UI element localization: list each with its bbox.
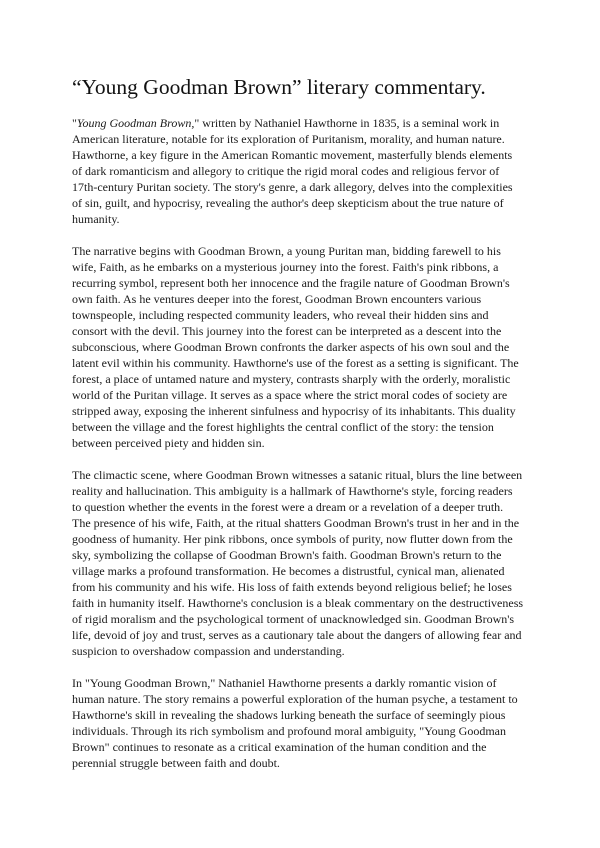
text-line: subconscious, where Goodman Brown confronts the darker aspects of his own soul and the — [72, 340, 510, 354]
text-line: faith in humanity itself. Hawthorne's conclusion is a bleak commentary on the destructiveness — [72, 596, 524, 610]
text-line: Hawthorne, a key figure in the American Romantic movement, masterfully blends elements — [72, 148, 513, 162]
text-line: recurring symbol, represent both her innocence and the fragile nature of Goodman Brown's — [72, 276, 510, 290]
document-title: “Young Goodman Brown” literary commentary. — [72, 75, 486, 99]
text-line: Brown" continues to resonate as a critical examination of the human condition and the — [72, 740, 487, 754]
text-line: of sin, guilt, and hypocrisy, revealing the author's deep skepticism about the true nature of — [72, 196, 504, 210]
text-line: from his community and his wife. His loss of faith extends beyond religious belief; he loses — [72, 580, 512, 594]
text-line: goodness of humanity. Her pink ribbons, once symbols of purity, now flutter down from the — [72, 532, 513, 546]
text-line: forest, a place of untamed nature and mystery, contrasts sharply with the orderly, moralistic — [72, 372, 511, 386]
text-line: In "Young Goodman Brown," Nathaniel Hawthorne presents a darkly romantic vision of — [72, 676, 497, 690]
text-line: village marks a profound transformation. He becomes a distrustful, cynical man, alienated — [72, 564, 505, 578]
text-line-rest: " written by Nathaniel Hawthorne in 1835, is a seminal work in — [194, 116, 500, 130]
text-line: suspicion to overshadow compassion and understanding. — [72, 644, 345, 658]
text-line — [72, 115, 542, 131]
document-body — [72, 115, 542, 787]
text-line: American literature, notable for its exploration of Puritanism, morality, and human nature. — [72, 132, 505, 146]
text-line: own faith. As he ventures deeper into the forest, Goodman Brown encounters various — [72, 292, 482, 306]
text-line: sky, symbolizing the collapse of Goodman Brown's faith. Goodman Brown's return to the — [72, 548, 502, 562]
text-line: humanity. — [72, 212, 120, 226]
paragraph-conclusion — [72, 675, 542, 771]
text-line: latent evil within his community. Hawthorne's use of the forest as a setting is significant. The — [72, 356, 519, 370]
text-line: individuals. Through its rich symbolism and profound moral ambiguity, "Young Goodman — [72, 724, 506, 738]
open-quote: " — [72, 116, 77, 130]
text-line: townspeople, including respected community leaders, who reveal their hidden sins and — [72, 308, 489, 322]
text-line: of dark romanticism and allegory to critique the rigid moral codes and religious fervor of — [72, 164, 500, 178]
paragraph-climax — [72, 467, 542, 659]
text-line: The presence of his wife, Faith, at the ritual shatters Goodman Brown's trust in her and in the — [72, 516, 520, 530]
text-line: consort with the devil. This journey into the forest can be interpreted as a descent into the — [72, 324, 502, 338]
text-line: wife, Faith, as he embarks on a mysterious journey into the forest. Faith's pink ribbons, a — [72, 260, 499, 274]
text-line: The climactic scene, where Goodman Brown witnesses a satanic ritual, blurs the line between — [72, 468, 523, 482]
text-line: world of the Puritan village. It serves as a space where the strict moral codes of society are — [72, 388, 508, 402]
story-title-italic: Young Goodman Brown, — [76, 116, 195, 130]
text-line: between perceived piety and hidden sin. — [72, 436, 265, 450]
text-line: to question whether the events in the forest were a dream or a revelation of a deeper truth. — [72, 500, 504, 514]
text-line: life, devoid of joy and trust, serves as a cautionary tale about the dangers of allowing fear and — [72, 628, 522, 642]
text-line: stripped away, exposing the inherent sinfulness and hypocrisy of its inhabitants. This duality — [72, 404, 516, 418]
text-line: reality and hallucination. This ambiguity is a hallmark of Hawthorne's style, forcing readers — [72, 484, 513, 498]
text-line: Hawthorne's skill in revealing the shadows lurking beneath the surface of seemingly pious — [72, 708, 506, 722]
text-line: perennial struggle between faith and doubt. — [72, 756, 280, 770]
text-line: The narrative begins with Goodman Brown, a young Puritan man, bidding farewell to his — [72, 244, 501, 258]
text-line: between the village and the forest highlights the central conflict of the story: the tension — [72, 420, 494, 434]
paragraph-narrative — [72, 243, 542, 451]
text-line: 17th-century Puritan society. The story's genre, a dark allegory, delves into the complexities — [72, 180, 513, 194]
text-line: of rigid moralism and the psychological torment of unacknowledged sin. Goodman Brown's — [72, 612, 515, 626]
text-line: human nature. The story remains a powerful exploration of the human psyche, a testament to — [72, 692, 518, 706]
paragraph-intro — [72, 115, 542, 227]
